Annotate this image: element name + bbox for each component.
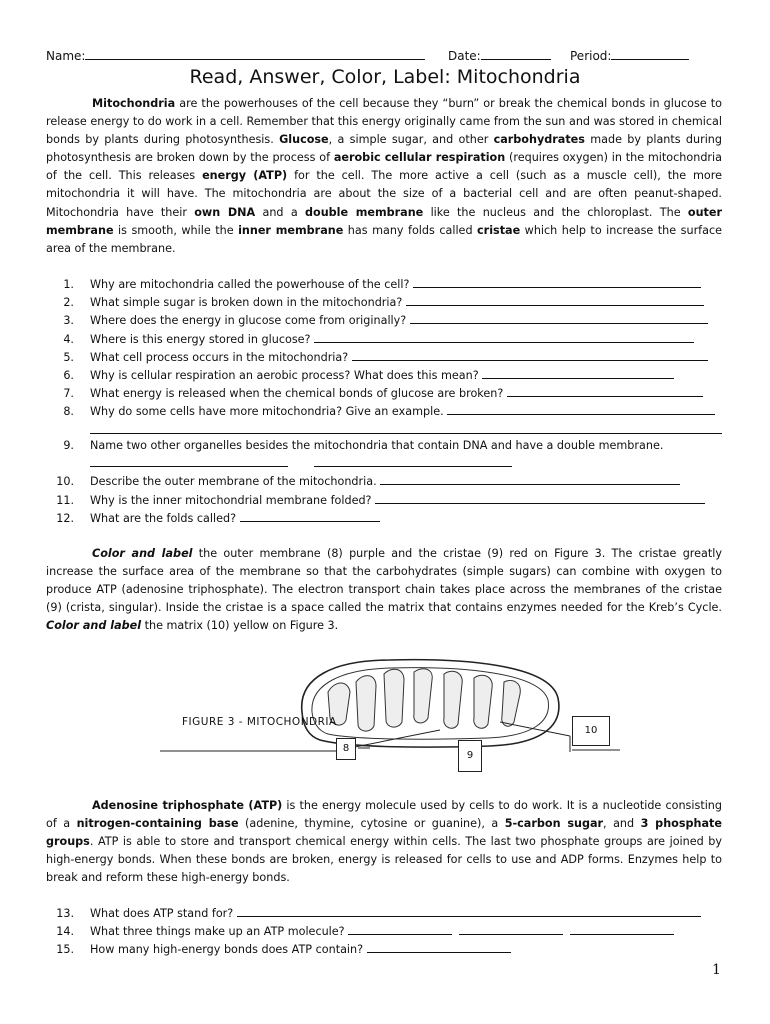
question-14 (46, 923, 722, 941)
question-text-wrap (90, 905, 701, 923)
term-5-carbon-sugar: 5-carbon sugar (504, 817, 604, 831)
question-list-3 (46, 905, 722, 960)
term-aerobic-respiration: aerobic cellular respiration (333, 151, 506, 165)
intro-text-8: is smooth, while the (113, 223, 239, 237)
period-field[interactable] (570, 48, 689, 63)
term-inner-membrane: inner membrane (238, 223, 344, 237)
answer-blank-13[interactable] (237, 905, 701, 917)
term-atp: Adenosine triphosphate (ATP) (92, 799, 283, 812)
atp-paragraph (46, 797, 722, 887)
question-text: How many high-energy bonds does ATP contain? (90, 943, 364, 957)
answer-blank-4[interactable] (314, 331, 694, 343)
answer-blank-15[interactable] (367, 941, 511, 953)
answer-blank-12[interactable] (240, 510, 380, 522)
color-text-2: the matrix (10) yellow on Figure 3. (141, 619, 339, 633)
question-text: Why do some cells have more mitochondria? Give an example. (90, 405, 444, 419)
question-text: What three things make up an ATP molecule? (90, 925, 345, 939)
instruction-color-label-2: Color and label (46, 619, 142, 633)
term-own-dna: own DNA (194, 205, 256, 219)
question-text: Describe the outer membrane of the mitochondria. (90, 475, 377, 489)
intro-text-7: like the nucleus and the chloroplast. The (423, 205, 688, 219)
question-text-wrap (90, 941, 511, 959)
question-text-wrap (90, 367, 674, 385)
answer-blank-9a[interactable] (90, 455, 288, 467)
question-text-wrap (90, 276, 701, 294)
question-9 (46, 437, 722, 455)
question-number: 8. (63, 405, 74, 419)
question-text: Why is cellular respiration an aerobic process? What does this mean? (90, 368, 479, 382)
question-number: 9. (63, 439, 74, 452)
figure-3-mitochondria (160, 652, 620, 782)
intro-text-10: which help to increase the surface area of the membrane. (46, 223, 722, 255)
question-number: 3. (63, 314, 74, 328)
question-text-wrap (90, 349, 708, 367)
question-6 (46, 367, 722, 385)
answer-blank-10[interactable] (380, 473, 680, 485)
answer-blank-3[interactable] (410, 312, 708, 324)
label-box-9[interactable]: 9 (458, 740, 482, 772)
answer-blank-14a[interactable] (348, 923, 452, 935)
question-text: What cell process occurs in the mitochondria? (90, 350, 349, 364)
question-text: Where does the energy in glucose come from originally? (90, 314, 407, 328)
question-text: What energy is released when the chemical bonds of glucose are broken? (90, 387, 504, 401)
question-text-wrap (90, 455, 512, 473)
question-text: Why is the inner mitochondrial membrane folded? (90, 493, 372, 507)
question-text: Name two other organelles besides the mitochondria that contain DNA and have a double membrane. (90, 439, 664, 452)
intro-text-1: are the powerhouses of the cell because they “burn” or break the chemical bonds in glucose to release energy to do work in a cell. Remember that this energy originally came from the sun and was stored in chemical bonds by plants during photosynthesis. (46, 97, 722, 147)
term-nitrogen-base: nitrogen-containing base (76, 817, 239, 831)
question-text-wrap (90, 331, 694, 349)
term-energy-atp: energy (ATP) (202, 169, 288, 183)
name-field[interactable] (46, 48, 425, 63)
period-blank[interactable] (611, 48, 689, 60)
question-4 (46, 331, 722, 349)
question-7 (46, 385, 722, 403)
name-label: Name: (46, 49, 86, 63)
question-text: What does ATP stand for? (90, 907, 234, 920)
term-cristae: cristae (477, 223, 521, 237)
question-text-wrap (90, 312, 708, 330)
intro-text-3: made by plants during photosynthesis are broken down by the process of (46, 133, 722, 165)
answer-blank-8b[interactable] (90, 422, 722, 434)
question-13 (46, 905, 722, 923)
question-1 (46, 276, 722, 294)
question-number: 6. (63, 368, 74, 382)
question-15 (46, 941, 722, 959)
term-outer-membrane: outer membrane (46, 205, 722, 237)
answer-blank-7[interactable] (507, 385, 703, 397)
question-number: 12. (56, 511, 74, 525)
answer-blank-1[interactable] (413, 276, 701, 288)
question-number: 4. (63, 332, 74, 346)
question-list-1 (46, 276, 722, 440)
answer-blank-11[interactable] (375, 492, 705, 504)
intro-text-2: , a simple sugar, and other (328, 133, 494, 147)
atp-text-3: , and (603, 817, 641, 831)
question-text: Why are mitochondria called the powerhouse of the cell? (90, 278, 410, 291)
date-field[interactable] (448, 48, 551, 63)
question-11 (46, 492, 722, 510)
page-number: 1 (712, 962, 721, 978)
question-3 (46, 312, 722, 330)
question-2 (46, 294, 722, 312)
question-number: 1. (63, 278, 74, 291)
name-blank[interactable] (85, 48, 425, 60)
atp-text-1: is the energy molecule used by cells to do work. It is a nucleotide consisting of a (46, 799, 723, 831)
question-text-wrap (90, 492, 705, 510)
question-text: Where is this energy stored in glucose? (90, 332, 311, 346)
question-number: 10. (56, 475, 74, 489)
answer-blank-2[interactable] (406, 294, 704, 306)
question-text-wrap (90, 510, 380, 528)
question-number: 7. (63, 387, 74, 401)
answer-blank-9b[interactable] (314, 455, 512, 467)
intro-text-6: and a (255, 205, 305, 219)
color-text-1: the outer membrane (8) purple and the cristae (9) red on Figure 3. The cristae greatly increase the surface area of the membrane so that the carbohydrates (simple sugars) can combine with oxygen to produce ATP (adenosine triphosphate). The electron transport chain takes place across the membranes of the cristae (9) (crista, singular). Inside the cristae is a space called the matrix that contains enzymes needed for the Kreb’s Cycle. (46, 547, 723, 615)
answer-blank-14b[interactable] (459, 923, 563, 935)
question-text-wrap (90, 294, 704, 312)
term-phosphate-groups: 3 phosphate groups (46, 817, 722, 849)
atp-text-2: (adenine, thymine, cytosine or guanine), a (238, 817, 505, 831)
color-label-paragraph (46, 545, 722, 635)
question-5 (46, 349, 722, 367)
figure-caption: FIGURE 3 - MITOCHONDRIA (182, 716, 337, 728)
intro-paragraph (46, 95, 722, 258)
question-text: What simple sugar is broken down in the mitochondria? (90, 296, 403, 310)
date-blank[interactable] (481, 48, 551, 60)
term-mitochondria: Mitochondria (92, 97, 176, 110)
question-number: 2. (63, 296, 74, 310)
intro-text-4: (requires oxygen) in the mitochondria of the cell. This releases (46, 151, 722, 183)
question-number: 5. (63, 350, 74, 364)
answer-line-9b (46, 455, 722, 473)
question-number: 11. (56, 493, 74, 507)
intro-text-9: has many folds called (343, 223, 478, 237)
label-box-10[interactable]: 10 (572, 716, 610, 746)
period-label: Period: (570, 49, 612, 63)
term-carbohydrates: carbohydrates (493, 133, 585, 147)
question-text-wrap (90, 473, 680, 491)
question-text: What are the folds called? (90, 511, 237, 525)
question-list-2 (46, 437, 722, 528)
answer-blank-8[interactable] (447, 403, 715, 415)
instruction-color-label-1: Color and label (92, 547, 193, 560)
answer-blank-14c[interactable] (570, 923, 674, 935)
term-double-membrane: double membrane (305, 205, 424, 219)
atp-text-4: . ATP is able to store and transport chemical energy within cells. The last two phosphate groups are joined by high-energy bonds. When these bonds are broken, energy is released for cells to use and ADP forms. Enzymes help to break and reform these high-energy bonds. (46, 835, 722, 885)
page-title: Read, Answer, Color, Label: Mitochondria (189, 66, 581, 88)
label-box-8[interactable]: 8 (336, 738, 356, 760)
question-number: 14. (56, 925, 74, 939)
question-text-wrap (90, 385, 703, 403)
answer-blank-6[interactable] (482, 367, 674, 379)
question-10 (46, 473, 722, 491)
term-glucose: Glucose (279, 133, 329, 147)
question-number: 13. (56, 907, 74, 920)
question-text-wrap (90, 923, 674, 941)
question-number: 15. (56, 943, 74, 957)
question-8 (46, 403, 722, 421)
question-12 (46, 510, 722, 528)
question-text-wrap (90, 403, 715, 421)
date-label: Date: (448, 49, 481, 63)
answer-blank-5[interactable] (352, 349, 708, 361)
intro-text-5: for the cell. The more active a cell (such as a muscle cell), the more mitochondria it will have. The mitochondria are about the size of a bacterial cell and are often peanut-shaped. Mitochondria have their (46, 169, 723, 219)
